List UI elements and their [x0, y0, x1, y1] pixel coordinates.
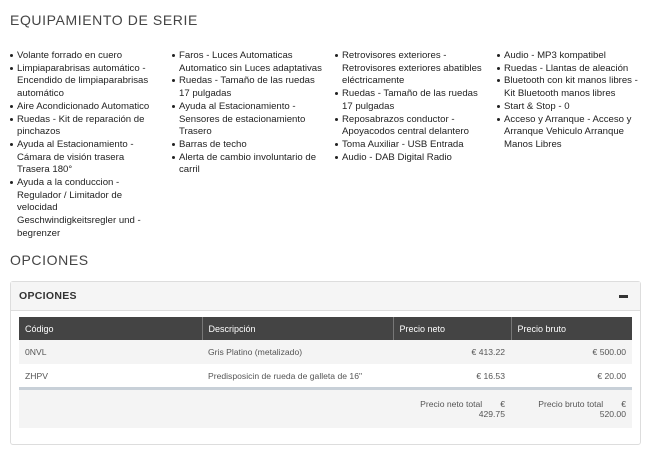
equipment-item: Faros - Luces Automaticas Automatico sin Luces adaptativas: [172, 50, 322, 75]
option-description: Predisposicin de rueda de galleta de 16": [202, 364, 393, 388]
equipment-item: Ayuda a la conduccion - Regulador / Limitador de velocidad Geschwindigkeitsregler und -begrenzer: [10, 177, 158, 241]
options-section-title: OPCIONES: [10, 252, 89, 268]
equipment-item: Ayuda al Estacionamiento - Sensores de estacionamiento Trasero: [172, 101, 322, 139]
gross-total-label: Precio bruto total: [538, 398, 604, 409]
gross-total-cell: [511, 388, 632, 428]
equipment-column-3: [335, 50, 485, 164]
equipment-item: Bluetooth con kit manos libres - Kit Bluetooth manos libres: [497, 75, 647, 100]
totals-spacer: [202, 388, 393, 428]
totals-spacer: [19, 388, 202, 428]
equipment-column-1: [10, 50, 158, 241]
minus-icon[interactable]: [619, 291, 630, 302]
option-net-price: € 413.22: [393, 340, 511, 364]
equipment-column-4: [497, 50, 647, 152]
option-gross-price: € 20.00: [511, 364, 632, 388]
table-row: [19, 364, 632, 388]
net-total-value: € 429.75: [478, 398, 505, 419]
equipment-item: Audio - DAB Digital Radio: [335, 152, 485, 165]
equipment-column-2: [172, 50, 322, 177]
net-total-cell: [393, 388, 511, 428]
equipment-item: Ayuda al Estacionamiento - Cámara de visión trasera Trasera 180°: [10, 139, 158, 177]
header-code: Código: [19, 317, 202, 340]
options-panel-title: OPCIONES: [19, 290, 77, 302]
equipment-item: Alerta de cambio involuntario de carril: [172, 152, 322, 177]
equipment-item: Audio - MP3 kompatibel: [497, 50, 647, 63]
header-net-price: Precio neto: [393, 317, 511, 340]
table-row: [19, 340, 632, 364]
equipment-item: Toma Auxiliar - USB Entrada: [335, 139, 485, 152]
header-description: Descripción: [202, 317, 393, 340]
options-panel: [10, 281, 641, 445]
equipment-item: Aire Acondicionado Automatico: [10, 101, 158, 114]
equipment-item: Ruedas - Llantas de aleación: [497, 63, 647, 76]
gross-total-value: € 520.00: [599, 398, 626, 419]
totals-row: [19, 388, 632, 428]
equipment-item: Ruedas - Tamaño de las ruedas 17 pulgadas: [335, 88, 485, 113]
equipment-item: Limpiaparabrisas automático - Encendido de limpiaparabrisas automático: [10, 63, 158, 101]
equipment-item: Acceso y Arranque - Acceso y Arranque Vehiculo Arranque Manos Libres: [497, 114, 647, 152]
options-table: [19, 317, 632, 428]
equipment-item: Reposabrazos conductor - Apoyacodos central delantero: [335, 114, 485, 139]
equipment-section-title: EQUIPAMIENTO DE SERIE: [10, 12, 198, 28]
equipment-item: Retrovisores exteriores - Retrovisores exteriores abatibles eléctricamente: [335, 50, 485, 88]
equipment-list: [0, 50, 650, 239]
table-header-row: [19, 317, 632, 340]
options-panel-header[interactable]: [11, 282, 640, 311]
equipment-item: Ruedas - Tamaño de las ruedas 17 pulgadas: [172, 75, 322, 100]
option-code: ZHPV: [19, 364, 202, 388]
equipment-item: Ruedas - Kit de reparación de pinchazos: [10, 114, 158, 139]
net-total-label: Precio neto total: [420, 398, 483, 409]
header-gross-price: Precio bruto: [511, 317, 632, 340]
option-net-price: € 16.53: [393, 364, 511, 388]
equipment-item: Barras de techo: [172, 139, 322, 152]
equipment-item: Start & Stop - 0: [497, 101, 647, 114]
option-description: Gris Platino (metalizado): [202, 340, 393, 364]
option-code: 0NVL: [19, 340, 202, 364]
equipment-item: Volante forrado en cuero: [10, 50, 158, 63]
option-gross-price: € 500.00: [511, 340, 632, 364]
